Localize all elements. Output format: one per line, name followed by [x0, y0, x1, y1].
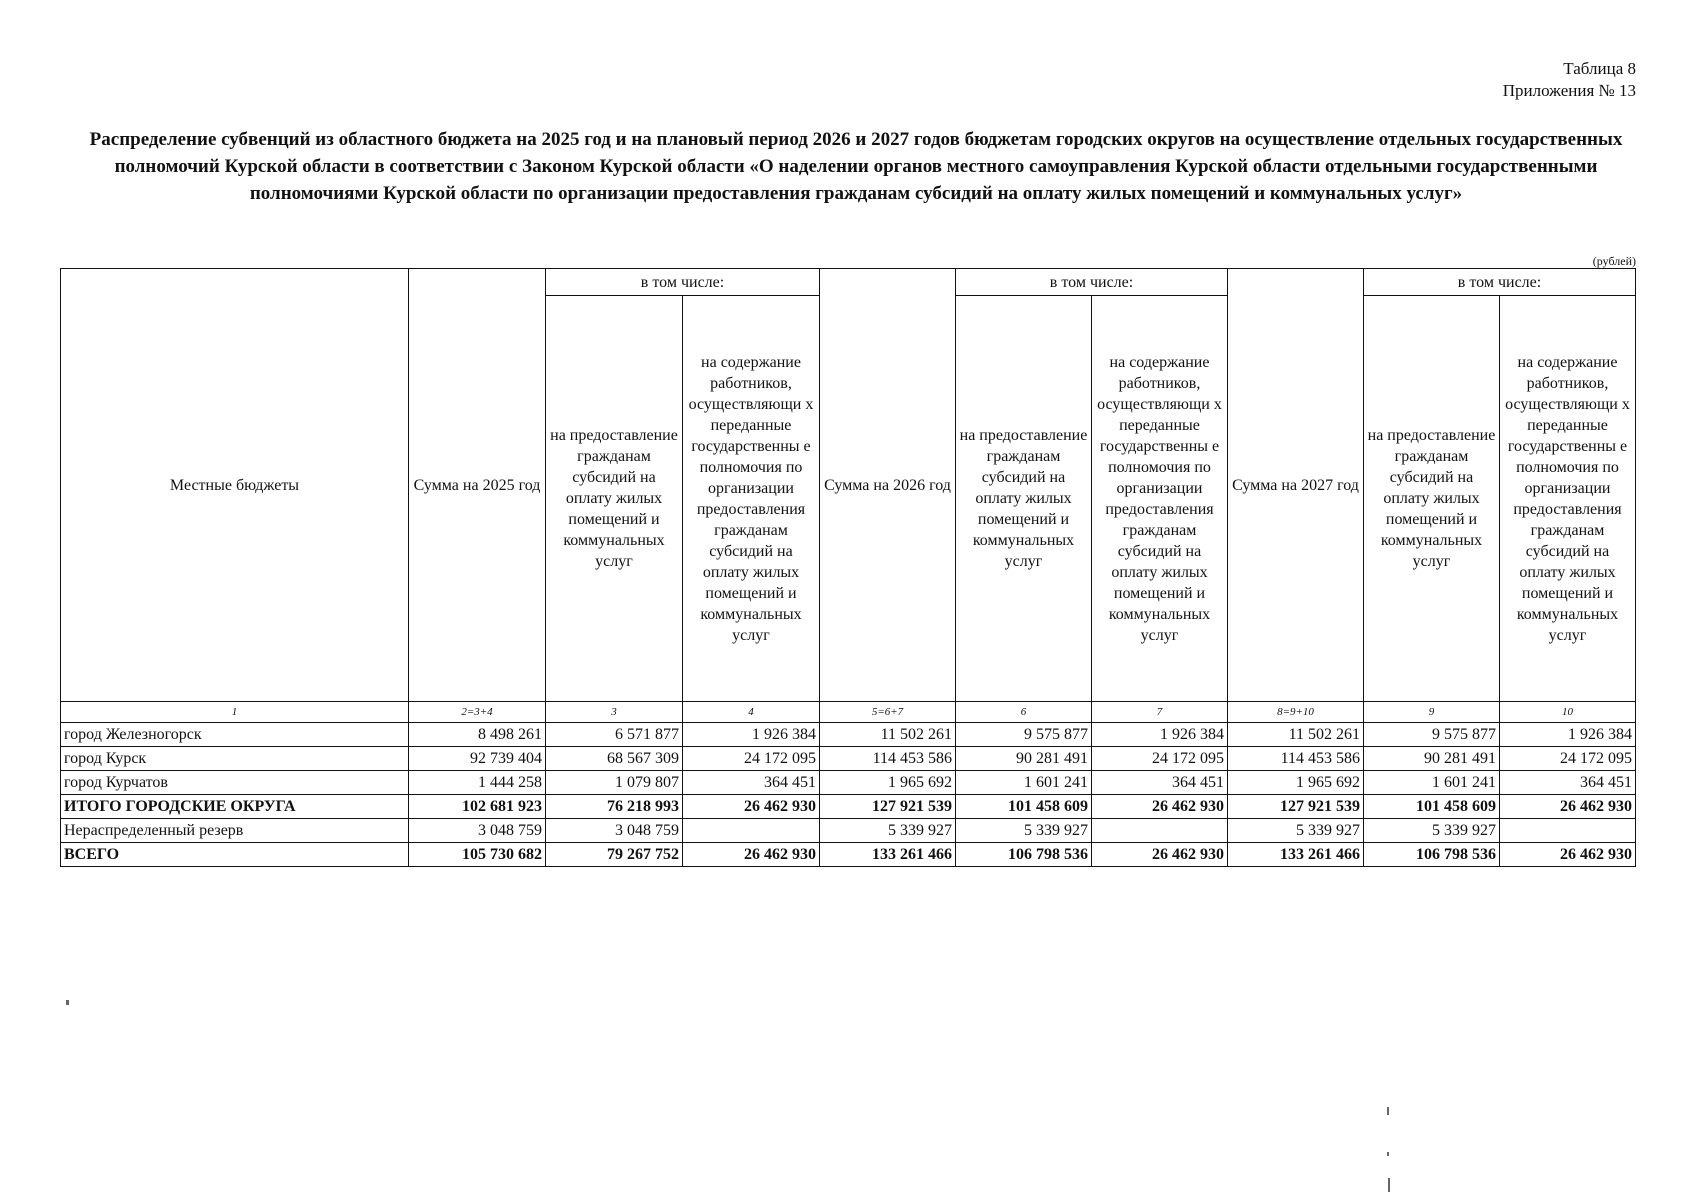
row-name: ИТОГО ГОРОДСКИЕ ОКРУГА [61, 795, 409, 819]
col-header-including-2027: в том числе: [1364, 269, 1636, 296]
cell-sum-2027: 1 965 692 [1228, 771, 1364, 795]
cell-sum-2026: 114 453 586 [820, 747, 956, 771]
cell-staff-2027: 1 926 384 [1500, 723, 1636, 747]
cell-staff-2027: 26 462 930 [1500, 843, 1636, 867]
scan-speck [1387, 1152, 1389, 1156]
column-number: 5=6+7 [820, 702, 956, 723]
units-label: (рублей) [1592, 254, 1636, 268]
cell-sum-2027: 11 502 261 [1228, 723, 1364, 747]
cell-subsidies-2025: 6 571 877 [546, 723, 683, 747]
cell-staff-2026: 26 462 930 [1092, 795, 1228, 819]
scan-speck [1387, 1107, 1389, 1115]
cell-sum-2025: 3 048 759 [409, 819, 546, 843]
cell-subsidies-2027: 106 798 536 [1364, 843, 1500, 867]
column-numbers-row [61, 702, 1636, 723]
cell-subsidies-2025: 76 218 993 [546, 795, 683, 819]
cell-sum-2025: 92 739 404 [409, 747, 546, 771]
cell-staff-2027 [1500, 819, 1636, 843]
cell-sum-2026: 1 965 692 [820, 771, 956, 795]
col-header-staff-2027: на содержание работников, осуществляющи х переданные государственны е полномочия по организации предоставления гражданам субсидий на оплату жилых помещений и коммунальных услуг [1500, 296, 1636, 702]
col-header-sum-2027: Сумма на 2027 год [1228, 269, 1364, 702]
total-row [61, 795, 1636, 819]
cell-sum-2026: 5 339 927 [820, 819, 956, 843]
cell-sum-2026: 127 921 539 [820, 795, 956, 819]
cell-staff-2027: 26 462 930 [1500, 795, 1636, 819]
cell-staff-2026: 364 451 [1092, 771, 1228, 795]
cell-staff-2025: 26 462 930 [683, 843, 820, 867]
col-header-subsidies-2025: на предоставление гражданам субсидий на оплату жилых помещений и коммунальных услуг [546, 296, 683, 702]
table-row [61, 771, 1636, 795]
col-header-sum-2026: Сумма на 2026 год [820, 269, 956, 702]
col-header-including-2025: в том числе: [546, 269, 820, 296]
scan-speck [1388, 1178, 1390, 1192]
row-name: Нераспределенный резерв [61, 819, 409, 843]
table-row [61, 723, 1636, 747]
column-number: 7 [1092, 702, 1228, 723]
col-header-sum-2025: Сумма на 2025 год [409, 269, 546, 702]
cell-staff-2026: 1 926 384 [1092, 723, 1228, 747]
cell-subsidies-2026: 106 798 536 [956, 843, 1092, 867]
cell-sum-2025: 8 498 261 [409, 723, 546, 747]
table-row [61, 819, 1636, 843]
cell-staff-2025: 1 926 384 [683, 723, 820, 747]
table-row [61, 747, 1636, 771]
cell-staff-2026: 24 172 095 [1092, 747, 1228, 771]
cell-sum-2027: 127 921 539 [1228, 795, 1364, 819]
cell-staff-2025: 26 462 930 [683, 795, 820, 819]
cell-subsidies-2027: 9 575 877 [1364, 723, 1500, 747]
cell-sum-2027: 133 261 466 [1228, 843, 1364, 867]
scan-speck [66, 1000, 69, 1005]
cell-staff-2025: 364 451 [683, 771, 820, 795]
cell-subsidies-2027: 101 458 609 [1364, 795, 1500, 819]
col-header-staff-2025: на содержание работников, осуществляющи х переданные государственны е полномочия по организации предоставления гражданам субсидий на оплату жилых помещений и коммунальных услуг [683, 296, 820, 702]
cell-subsidies-2026: 101 458 609 [956, 795, 1092, 819]
row-name: город Курчатов [61, 771, 409, 795]
column-number: 2=3+4 [409, 702, 546, 723]
row-name: ВСЕГО [61, 843, 409, 867]
table-label: Таблица 8 [1563, 59, 1636, 78]
cell-sum-2027: 5 339 927 [1228, 819, 1364, 843]
cell-subsidies-2027: 5 339 927 [1364, 819, 1500, 843]
cell-subsidies-2025: 3 048 759 [546, 819, 683, 843]
cell-sum-2025: 105 730 682 [409, 843, 546, 867]
cell-sum-2025: 102 681 923 [409, 795, 546, 819]
column-number: 1 [61, 702, 409, 723]
column-number: 3 [546, 702, 683, 723]
cell-sum-2027: 114 453 586 [1228, 747, 1364, 771]
column-number: 9 [1364, 702, 1500, 723]
col-header-subsidies-2027: на предоставление гражданам субсидий на оплату жилых помещений и коммунальных услуг [1364, 296, 1500, 702]
cell-sum-2025: 1 444 258 [409, 771, 546, 795]
subventions-table [60, 268, 1636, 867]
cell-subsidies-2025: 79 267 752 [546, 843, 683, 867]
appendix-label: Приложения № 13 [1502, 81, 1636, 100]
cell-sum-2026: 133 261 466 [820, 843, 956, 867]
grand-total-row [61, 843, 1636, 867]
cell-staff-2027: 24 172 095 [1500, 747, 1636, 771]
cell-subsidies-2025: 68 567 309 [546, 747, 683, 771]
cell-sum-2026: 11 502 261 [820, 723, 956, 747]
row-name: город Курск [61, 747, 409, 771]
column-number: 8=9+10 [1228, 702, 1364, 723]
cell-subsidies-2027: 1 601 241 [1364, 771, 1500, 795]
cell-subsidies-2026: 5 339 927 [956, 819, 1092, 843]
cell-subsidies-2026: 90 281 491 [956, 747, 1092, 771]
cell-subsidies-2026: 1 601 241 [956, 771, 1092, 795]
cell-subsidies-2025: 1 079 807 [546, 771, 683, 795]
col-header-local-budgets: Местные бюджеты [61, 269, 409, 702]
col-header-subsidies-2026: на предоставление гражданам субсидий на оплату жилых помещений и коммунальных услуг [956, 296, 1092, 702]
cell-staff-2025: 24 172 095 [683, 747, 820, 771]
column-number: 6 [956, 702, 1092, 723]
row-name: город Железногорск [61, 723, 409, 747]
document-title: Распределение субвенций из областного бюджета на 2025 год и на плановый период 2026 и 2027 годов бюджетам городских округов на осуществление отдельных государственных полномочий Курской области в соответствии с Законом Курской области «О наделении органов местного самоуправления Курской области отдельными государственными полномочиями Курской области по организации предоставления гражданам субсидий на оплату жилых помещений и коммунальных услуг» [89, 129, 1623, 204]
cell-subsidies-2026: 9 575 877 [956, 723, 1092, 747]
cell-staff-2026 [1092, 819, 1228, 843]
table-reference [1503, 58, 1636, 102]
cell-staff-2026: 26 462 930 [1092, 843, 1228, 867]
col-header-staff-2026: на содержание работников, осуществляющи х переданные государственны е полномочия по организации предоставления гражданам субсидий на оплату жилых помещений и коммунальных услуг [1092, 296, 1228, 702]
cell-staff-2025 [683, 819, 820, 843]
column-number: 10 [1500, 702, 1636, 723]
col-header-including-2026: в том числе: [956, 269, 1228, 296]
cell-subsidies-2027: 90 281 491 [1364, 747, 1500, 771]
column-number: 4 [683, 702, 820, 723]
cell-staff-2027: 364 451 [1500, 771, 1636, 795]
